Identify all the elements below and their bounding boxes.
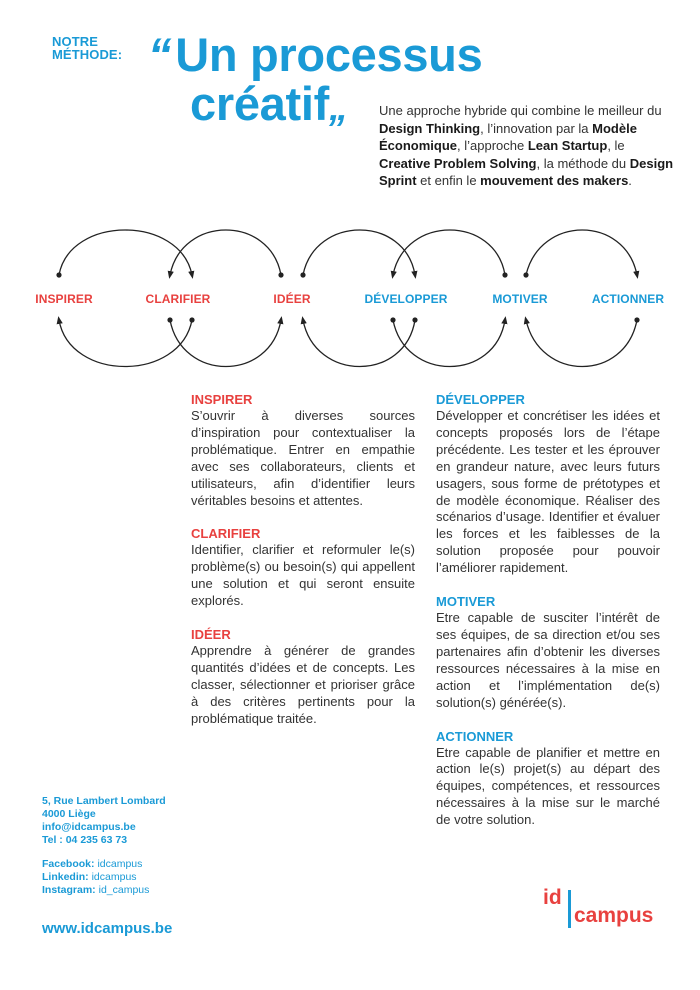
section-inspirer [191, 391, 437, 509]
intro-text: et enfin le [416, 173, 481, 189]
website-link[interactable]: www.idcampus.be [42, 920, 173, 937]
logo-id-text: id [543, 886, 562, 909]
section-title: IDÉER [191, 627, 231, 643]
contact-block [42, 795, 166, 897]
step-ideer: IDÉER [273, 292, 311, 306]
intro-text: , la méthode du [536, 155, 630, 171]
intro-highlight: mouvement des makers [480, 173, 629, 189]
step-clarifier: CLARIFIER [145, 292, 211, 306]
idcampus-logo [543, 887, 673, 937]
intro-text: Une approche hybride qui combine le meilleur du [379, 103, 662, 118]
section-text: Etre capable de planifier et mettre en action le(s) projet(s) au départ des équipes, compétences, et ressources nécessaires à la mise sur le marché de votre solution. [436, 744, 660, 828]
intro-highlight: Design Sprint [379, 155, 674, 189]
section-developper [436, 391, 682, 577]
title-line-1: Un processus [175, 28, 483, 81]
intro-text: , l’approche [457, 138, 528, 154]
social-linkedin[interactable]: Linkedin: idcampus [42, 871, 137, 883]
section-text: Etre capable de susciter l’intérêt de ses équipes, de sa direction et/ou ses partenaires afin d’obtenir les diverses ressources nécessaires à la mise en action et l’implémentation de(s) solution(s) générée(s). [436, 610, 660, 710]
step-actionner: ACTIONNER [591, 292, 665, 306]
phone-number: Tel : 04 235 63 73 [42, 834, 128, 846]
intro-highlight: Lean Startup [527, 138, 608, 154]
section-text: Apprendre à générer de grandes quantités d’idées et de concepts. Les classer, sélectionner et prioriser grâce à des critères pertinents pour la problématique traitée. [191, 643, 415, 726]
kicker-label [52, 35, 122, 61]
step-motiver: MOTIVER [492, 292, 548, 306]
section-title: MOTIVER [436, 594, 496, 610]
intro-text: , le [607, 138, 625, 154]
intro-highlight: Creative Problem Solving [379, 155, 537, 171]
address-line-2: 4000 Liège [42, 808, 96, 820]
close-quote: „ [328, 87, 348, 129]
section-motiver [436, 593, 682, 711]
section-text: S’ouvrir à diverses sources d’inspiration pour contextualiser la problématique. Entrer en empathie avec ses collaborateurs, clients et utilisateurs, afin d’identifier leurs véritables besoins et attentes. [191, 408, 415, 508]
intro-paragraph [379, 102, 679, 190]
logo-divider-bar [568, 890, 571, 928]
email-link[interactable]: info@idcampus.be [42, 821, 136, 833]
intro-highlight: Modèle Économique [379, 120, 637, 154]
right-column [436, 391, 682, 845]
social-links [42, 858, 166, 897]
process-diagram [0, 210, 700, 390]
section-ideer [191, 626, 437, 728]
intro-text: . [628, 173, 632, 189]
section-title: ACTIONNER [436, 728, 514, 744]
section-actionner [436, 728, 682, 830]
social-facebook[interactable]: Facebook: idcampus [42, 858, 143, 870]
intro-text: , l’innovation par la [480, 120, 593, 136]
open-quote: “ [148, 28, 172, 81]
section-title: INSPIRER [191, 392, 253, 407]
left-column [191, 391, 437, 744]
logo-campus-text: campus [574, 904, 654, 927]
kicker-line-2: MÉTHODE: [52, 47, 123, 62]
kicker-line-1: NOTRE [52, 34, 98, 49]
address-line-1: 5, Rue Lambert Lombard [42, 795, 166, 807]
section-title: CLARIFIER [191, 526, 261, 542]
step-inspirer: INSPIRER [35, 292, 93, 306]
social-instagram[interactable]: Instagram: id_campus [42, 884, 150, 896]
section-title: DÉVELOPPER [436, 392, 525, 407]
section-clarifier [191, 525, 437, 610]
section-text: Développer et concrétiser les idées et concepts proposés lors de l’étape précédente. Les tester et les éprouver en grandeur nature, avec leurs futurs usagers, sous forme de prétotypes et de modèle économique. Réaliser des scénarios d’usage. Identifier et évaluer les forces et les faiblesses de la solution proposée pour pouvoir l’améliorer rapidement. [436, 408, 660, 576]
section-text: Identifier, clarifier et reformuler le(s) problème(s) ou besoin(s) qui appellent une solution et qui seront ensuite explorés. [191, 542, 415, 609]
intro-highlight: Design Thinking [379, 120, 481, 136]
title-line-2: créatif [190, 77, 329, 130]
step-developper: DÉVELOPPER [364, 292, 448, 306]
